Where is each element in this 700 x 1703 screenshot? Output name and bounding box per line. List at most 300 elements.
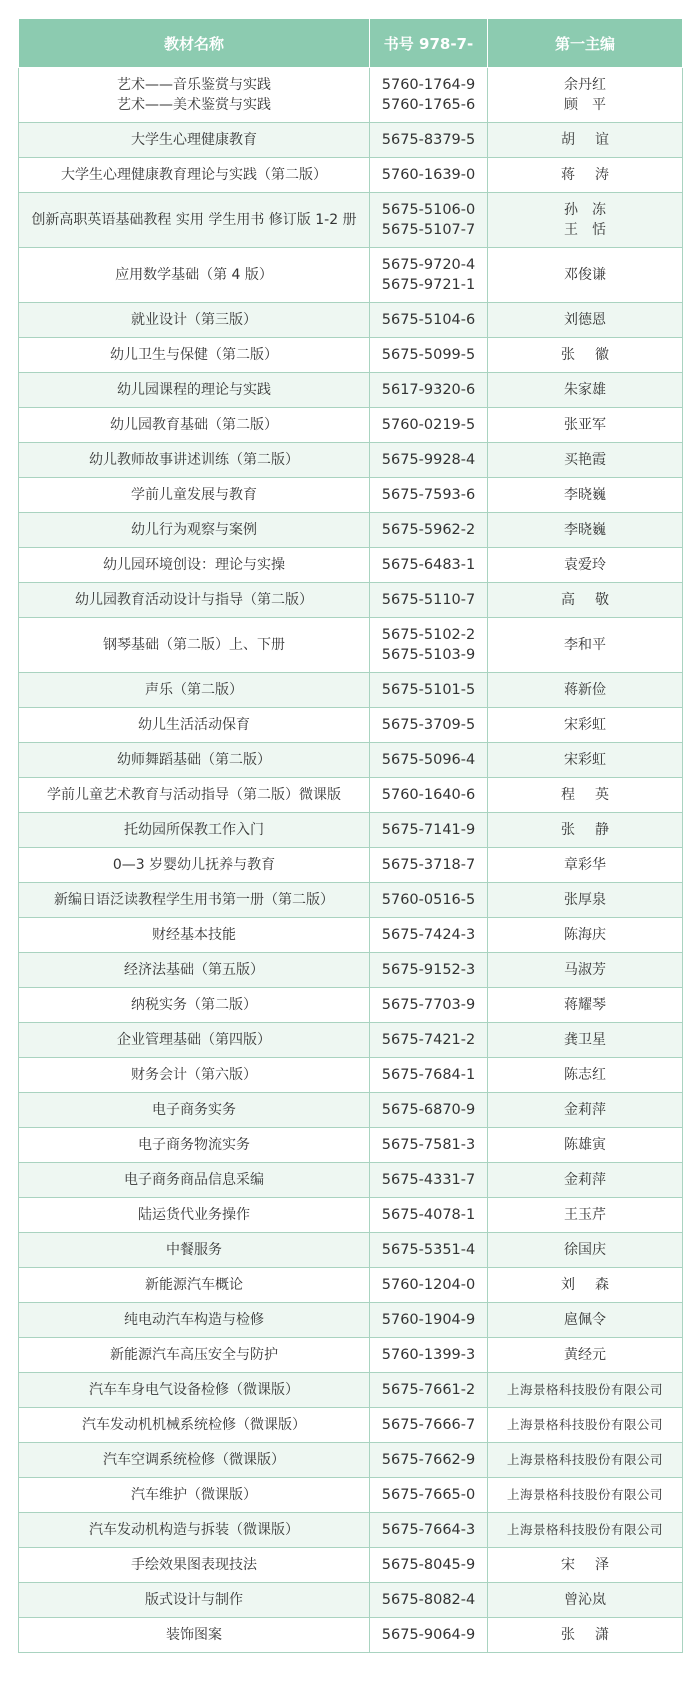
isbn-cell-text: 5675-9928-4: [381, 452, 476, 468]
chief-editor-cell: [488, 123, 683, 158]
chief-editor-cell-text: 上海景格科技股份有限公司: [506, 1382, 663, 1397]
textbook-name-cell: [19, 988, 370, 1023]
chief-editor-cell: [488, 68, 683, 123]
chief-editor-cell-text: 张潇: [561, 1627, 629, 1643]
textbook-name-cell-text: 新能源汽车概论: [145, 1277, 243, 1293]
textbook-name-cell: [19, 1618, 370, 1653]
isbn-cell: [370, 778, 488, 813]
table-row: [19, 1268, 683, 1303]
isbn-cell-text: 5760-1204-0: [381, 1277, 476, 1293]
textbook-name-cell: [19, 918, 370, 953]
table-row: [19, 1198, 683, 1233]
chief-editor-cell: [488, 1268, 683, 1303]
chief-editor-cell: [488, 988, 683, 1023]
isbn-cell-text: 5675-5102-2: [381, 627, 476, 643]
chief-editor-cell: [488, 513, 683, 548]
table-row: [19, 478, 683, 513]
isbn-cell: [370, 1408, 488, 1443]
isbn-cell: [370, 513, 488, 548]
chief-editor-cell: [488, 583, 683, 618]
textbook-name-cell-text: 就业设计（第三版）: [131, 312, 257, 328]
textbook-table: [18, 18, 683, 1653]
isbn-cell: [370, 1023, 488, 1058]
isbn-cell: [370, 1058, 488, 1093]
textbook-name-cell: [19, 443, 370, 478]
table-row: [19, 513, 683, 548]
chief-editor-cell-text: 张亚军: [564, 417, 606, 433]
table-row: [19, 1233, 683, 1268]
table-row: [19, 338, 683, 373]
chief-editor-cell: [488, 248, 683, 303]
textbook-name-cell-text: 0—3 岁婴幼儿抚养与教育: [112, 857, 276, 873]
table-row: [19, 1618, 683, 1653]
chief-editor-cell-text: 宋彩虹: [564, 717, 606, 733]
textbook-name-cell: [19, 708, 370, 743]
chief-editor-cell-text: 扈佩令: [564, 1312, 606, 1328]
isbn-cell-text: 5760-1764-9: [381, 77, 476, 93]
isbn-cell: [370, 443, 488, 478]
table-row: [19, 158, 683, 193]
isbn-cell: [370, 303, 488, 338]
chief-editor-cell: [488, 673, 683, 708]
chief-editor-cell-text: 李晓巍: [564, 522, 606, 538]
isbn-cell-text: 5675-5103-9: [381, 647, 476, 663]
isbn-cell-text: 5675-9721-1: [381, 277, 476, 293]
chief-editor-cell-text: 上海景格科技股份有限公司: [506, 1522, 663, 1537]
isbn-cell-text: 5675-9152-3: [381, 962, 476, 978]
chief-editor-cell: [488, 1618, 683, 1653]
chief-editor-cell: [488, 1408, 683, 1443]
chief-editor-cell-text: 蒋耀琴: [564, 997, 606, 1013]
textbook-name-cell: [19, 1093, 370, 1128]
textbook-name-cell: [19, 303, 370, 338]
table-row: [19, 848, 683, 883]
chief-editor-cell: [488, 848, 683, 883]
chief-editor-cell: [488, 1583, 683, 1618]
textbook-name-cell-text: 幼儿卫生与保健（第二版）: [110, 347, 278, 363]
isbn-cell-text: 5675-3718-7: [381, 857, 476, 873]
chief-editor-cell-text: 上海景格科技股份有限公司: [506, 1452, 663, 1467]
chief-editor-cell-text: 上海景格科技股份有限公司: [506, 1487, 663, 1502]
table-row: [19, 1548, 683, 1583]
table-row: [19, 1058, 683, 1093]
chief-editor-cell-text: 朱家雄: [564, 382, 606, 398]
isbn-cell: [370, 1478, 488, 1513]
isbn-cell: [370, 988, 488, 1023]
isbn-cell-text: 5675-7664-3: [381, 1522, 476, 1538]
isbn-cell-text: 5760-1639-0: [381, 167, 476, 183]
isbn-cell-text: 5760-1765-6: [381, 97, 476, 113]
textbook-name-cell: [19, 1548, 370, 1583]
chief-editor-cell: [488, 1233, 683, 1268]
textbook-name-cell: [19, 1478, 370, 1513]
textbook-name-cell-text: 装饰图案: [166, 1627, 222, 1643]
table-row: [19, 1303, 683, 1338]
textbook-name-cell-text: 中餐服务: [166, 1242, 222, 1258]
chief-editor-cell: [488, 1023, 683, 1058]
textbook-name-cell: [19, 1233, 370, 1268]
chief-editor-cell-text: 陈志红: [564, 1067, 606, 1083]
textbook-name-cell-text: 汽车车身电气设备检修（微课版）: [89, 1382, 299, 1398]
chief-editor-cell: [488, 813, 683, 848]
isbn-cell: [370, 1373, 488, 1408]
isbn-cell-text: 5675-7421-2: [381, 1032, 476, 1048]
textbook-name-cell-text: 艺术——音乐鉴赏与实践: [117, 77, 271, 93]
isbn-cell: [370, 248, 488, 303]
textbook-name-cell: [19, 1163, 370, 1198]
textbook-name-cell-text: 财务会计（第六版）: [131, 1067, 257, 1083]
chief-editor-cell: [488, 303, 683, 338]
textbook-name-cell: [19, 68, 370, 123]
textbook-name-cell-text: 幼儿生活活动保育: [138, 717, 250, 733]
isbn-cell-text: 5760-1640-6: [381, 787, 476, 803]
textbook-name-cell-text: 幼儿园教育活动设计与指导（第二版）: [75, 592, 313, 608]
isbn-cell-text: 5760-1399-3: [381, 1347, 476, 1363]
isbn-cell-text: 5675-3709-5: [381, 717, 476, 733]
textbook-name-cell-text: 纯电动汽车构造与检修: [124, 1312, 264, 1328]
textbook-name-cell-text: 陆运货代业务操作: [138, 1207, 250, 1223]
isbn-cell-text: 5675-6870-9: [381, 1102, 476, 1118]
table-row: [19, 883, 683, 918]
chief-editor-cell: [488, 953, 683, 988]
textbook-name-cell-text: 版式设计与制作: [145, 1592, 243, 1608]
table-row: [19, 708, 683, 743]
chief-editor-cell-text: 李和平: [564, 637, 606, 653]
isbn-cell: [370, 123, 488, 158]
table-row: [19, 988, 683, 1023]
chief-editor-cell: [488, 778, 683, 813]
textbook-name-cell-text: 电子商务物流实务: [138, 1137, 250, 1153]
textbook-name-cell: [19, 478, 370, 513]
table-row: [19, 743, 683, 778]
isbn-cell-text: 5675-5107-7: [381, 222, 476, 238]
isbn-cell: [370, 708, 488, 743]
chief-editor-cell-text: 宋彩虹: [564, 752, 606, 768]
isbn-cell-text: 5675-5096-4: [381, 752, 476, 768]
table-row: [19, 548, 683, 583]
textbook-name-cell-text: 企业管理基础（第四版）: [117, 1032, 271, 1048]
chief-editor-cell: [488, 1373, 683, 1408]
chief-editor-cell-text: 蒋涛: [561, 167, 629, 183]
isbn-cell: [370, 1303, 488, 1338]
table-row: [19, 1023, 683, 1058]
isbn-cell: [370, 813, 488, 848]
chief-editor-cell: [488, 1128, 683, 1163]
textbook-name-cell-text: 学前儿童发展与教育: [131, 487, 257, 503]
isbn-cell: [370, 1163, 488, 1198]
table-row: [19, 193, 683, 248]
textbook-name-cell: [19, 338, 370, 373]
textbook-name-cell: [19, 548, 370, 583]
isbn-cell-text: 5675-5962-2: [381, 522, 476, 538]
table-header: [19, 19, 683, 68]
isbn-cell-text: 5617-9320-6: [381, 382, 476, 398]
textbook-name-cell-text: 学前儿童艺术教育与活动指导（第二版）微课版: [47, 787, 341, 803]
isbn-cell: [370, 883, 488, 918]
textbook-name-cell: [19, 1583, 370, 1618]
chief-editor-cell-text: 顾 平: [564, 97, 606, 113]
chief-editor-cell: [488, 1443, 683, 1478]
table-row: [19, 1443, 683, 1478]
textbook-name-cell: [19, 193, 370, 248]
chief-editor-cell-text: 买艳霞: [564, 452, 606, 468]
textbook-name-cell-text: 财经基本技能: [152, 927, 236, 943]
table-row: [19, 583, 683, 618]
isbn-cell-text: 5675-7665-0: [381, 1487, 476, 1503]
textbook-name-cell: [19, 1058, 370, 1093]
chief-editor-cell: [488, 478, 683, 513]
textbook-name-cell: [19, 618, 370, 673]
isbn-cell-text: 5675-8082-4: [381, 1592, 476, 1608]
table-row: [19, 373, 683, 408]
isbn-cell: [370, 743, 488, 778]
textbook-name-cell: [19, 583, 370, 618]
textbook-name-cell-text: 幼儿行为观察与案例: [131, 522, 257, 538]
isbn-cell: [370, 1513, 488, 1548]
isbn-cell: [370, 673, 488, 708]
isbn-cell-text: 5675-5106-0: [381, 202, 476, 218]
textbook-name-cell-text: 艺术——美术鉴赏与实践: [117, 97, 271, 113]
textbook-name-cell-text: 幼儿园课程的理论与实践: [117, 382, 271, 398]
textbook-name-cell-text: 大学生心理健康教育理论与实践（第二版）: [61, 167, 327, 183]
chief-editor-cell: [488, 918, 683, 953]
chief-editor-cell-text: 徐国庆: [564, 1242, 606, 1258]
chief-editor-cell-text: 李晓巍: [564, 487, 606, 503]
chief-editor-cell: [488, 1163, 683, 1198]
chief-editor-cell: [488, 158, 683, 193]
chief-editor-cell: [488, 1093, 683, 1128]
textbook-name-cell: [19, 1303, 370, 1338]
isbn-cell-text: 5675-9720-4: [381, 257, 476, 273]
textbook-name-cell-text: 汽车发动机机械系统检修（微课版）: [82, 1417, 306, 1433]
chief-editor-cell-text: 程英: [561, 787, 629, 803]
isbn-cell-text: 5675-5099-5: [381, 347, 476, 363]
textbook-name-cell: [19, 1408, 370, 1443]
textbook-name-cell-text: 手绘效果图表现技法: [131, 1557, 257, 1573]
chief-editor-cell: [488, 618, 683, 673]
textbook-name-cell: [19, 1128, 370, 1163]
header-isbn: 书号 978-7-: [370, 19, 488, 68]
chief-editor-cell-text: 龚卫星: [564, 1032, 606, 1048]
chief-editor-cell: [488, 1548, 683, 1583]
header-row: [19, 19, 683, 68]
isbn-cell-text: 5675-7581-3: [381, 1137, 476, 1153]
isbn-cell: [370, 918, 488, 953]
chief-editor-cell-text: 袁爱玲: [564, 557, 606, 573]
textbook-name-cell-text: 钢琴基础（第二版）上、下册: [103, 637, 285, 653]
textbook-name-cell: [19, 1338, 370, 1373]
table-row: [19, 813, 683, 848]
chief-editor-cell: [488, 443, 683, 478]
textbook-name-cell-text: 幼师舞蹈基础（第二版）: [117, 752, 271, 768]
table-row: [19, 248, 683, 303]
textbook-name-cell: [19, 743, 370, 778]
chief-editor-cell: [488, 743, 683, 778]
isbn-cell-text: 5675-8379-5: [381, 132, 476, 148]
chief-editor-cell: [488, 1198, 683, 1233]
chief-editor-cell-text: 金莉萍: [564, 1102, 606, 1118]
isbn-cell: [370, 1443, 488, 1478]
chief-editor-cell-text: 胡谊: [561, 132, 629, 148]
isbn-cell: [370, 1338, 488, 1373]
textbook-name-cell: [19, 1268, 370, 1303]
textbook-name-cell: [19, 158, 370, 193]
isbn-cell-text: 5675-6483-1: [381, 557, 476, 573]
chief-editor-cell-text: 马淑芳: [564, 962, 606, 978]
header-textbook-name: 教材名称: [19, 19, 370, 68]
table-row: [19, 68, 683, 123]
textbook-name-cell: [19, 123, 370, 158]
chief-editor-cell-text: 王 恬: [564, 222, 606, 238]
isbn-cell: [370, 583, 488, 618]
isbn-cell-text: 5675-5101-5: [381, 682, 476, 698]
chief-editor-cell: [488, 193, 683, 248]
isbn-cell-text: 5675-4331-7: [381, 1172, 476, 1188]
isbn-cell-text: 5760-0516-5: [381, 892, 476, 908]
table-row: [19, 1478, 683, 1513]
chief-editor-cell: [488, 1513, 683, 1548]
chief-editor-cell: [488, 408, 683, 443]
isbn-cell-text: 5675-7424-3: [381, 927, 476, 943]
isbn-cell: [370, 1583, 488, 1618]
textbook-name-cell-text: 电子商务实务: [152, 1102, 236, 1118]
isbn-cell: [370, 158, 488, 193]
table-row: [19, 1128, 683, 1163]
isbn-cell: [370, 1128, 488, 1163]
chief-editor-cell-text: 余丹红: [564, 77, 606, 93]
table-row: [19, 1093, 683, 1128]
isbn-cell: [370, 1618, 488, 1653]
textbook-name-cell: [19, 1513, 370, 1548]
textbook-name-cell-text: 创新高职英语基础教程 实用 学生用书 修订版 1-2 册: [31, 212, 357, 228]
isbn-cell: [370, 408, 488, 443]
textbook-name-cell-text: 幼儿园环境创设：理论与实操: [103, 557, 285, 573]
textbook-name-cell: [19, 813, 370, 848]
chief-editor-cell-text: 王玉芹: [564, 1207, 606, 1223]
textbook-table-container: [18, 18, 682, 1653]
chief-editor-cell-text: 陈海庆: [564, 927, 606, 943]
chief-editor-cell-text: 黄经元: [564, 1347, 606, 1363]
textbook-name-cell: [19, 1023, 370, 1058]
chief-editor-cell-text: 孙 冻: [564, 202, 606, 218]
isbn-cell-text: 5675-7662-9: [381, 1452, 476, 1468]
isbn-cell-text: 5675-5351-4: [381, 1242, 476, 1258]
chief-editor-cell-text: 刘德恩: [564, 312, 606, 328]
table-row: [19, 1583, 683, 1618]
chief-editor-cell-text: 高敬: [561, 592, 629, 608]
chief-editor-cell: [488, 883, 683, 918]
chief-editor-cell-text: 张静: [561, 822, 629, 838]
isbn-cell: [370, 548, 488, 583]
chief-editor-cell: [488, 708, 683, 743]
textbook-name-cell-text: 新编日语泛读教程学生用书第一册（第二版）: [54, 892, 334, 908]
table-row: [19, 953, 683, 988]
textbook-name-cell: [19, 883, 370, 918]
table-row: [19, 1373, 683, 1408]
table-row: [19, 1338, 683, 1373]
isbn-cell-text: 5760-0219-5: [381, 417, 476, 433]
table-row: [19, 443, 683, 478]
isbn-cell: [370, 953, 488, 988]
textbook-name-cell-text: 电子商务商品信息采编: [124, 1172, 264, 1188]
isbn-cell-text: 5675-4078-1: [381, 1207, 476, 1223]
textbook-name-cell: [19, 513, 370, 548]
isbn-cell: [370, 618, 488, 673]
isbn-cell-text: 5675-7684-1: [381, 1067, 476, 1083]
textbook-name-cell-text: 托幼园所保教工作入门: [124, 822, 264, 838]
chief-editor-cell-text: 上海景格科技股份有限公司: [506, 1417, 663, 1432]
table-row: [19, 618, 683, 673]
isbn-cell-text: 5675-8045-9: [381, 1557, 476, 1573]
textbook-name-cell: [19, 373, 370, 408]
chief-editor-cell-text: 邓俊谦: [564, 267, 606, 283]
textbook-name-cell: [19, 1443, 370, 1478]
table-row: [19, 408, 683, 443]
isbn-cell-text: 5760-1904-9: [381, 1312, 476, 1328]
isbn-cell-text: 5675-5104-6: [381, 312, 476, 328]
isbn-cell-text: 5675-7593-6: [381, 487, 476, 503]
table-row: [19, 1408, 683, 1443]
isbn-cell-text: 5675-5110-7: [381, 592, 476, 608]
textbook-name-cell-text: 汽车维护（微课版）: [131, 1487, 257, 1503]
textbook-name-cell-text: 纳税实务（第二版）: [131, 997, 257, 1013]
table-row: [19, 1163, 683, 1198]
chief-editor-cell: [488, 1338, 683, 1373]
textbook-name-cell: [19, 673, 370, 708]
table-row: [19, 673, 683, 708]
isbn-cell: [370, 1268, 488, 1303]
chief-editor-cell-text: 宋泽: [561, 1557, 629, 1573]
isbn-cell: [370, 1198, 488, 1233]
isbn-cell: [370, 338, 488, 373]
chief-editor-cell-text: 金莉萍: [564, 1172, 606, 1188]
chief-editor-cell-text: 刘森: [561, 1277, 629, 1293]
table-row: [19, 123, 683, 158]
textbook-name-cell: [19, 248, 370, 303]
textbook-name-cell-text: 经济法基础（第五版）: [124, 962, 264, 978]
header-chief-editor: 第一主编: [488, 19, 683, 68]
chief-editor-cell-text: 张徽: [561, 347, 629, 363]
textbook-name-cell-text: 幼儿园教育基础（第二版）: [110, 417, 278, 433]
textbook-name-cell: [19, 408, 370, 443]
isbn-cell-text: 5675-7666-7: [381, 1417, 476, 1433]
textbook-name-cell: [19, 848, 370, 883]
textbook-name-cell-text: 汽车空调系统检修（微课版）: [103, 1452, 285, 1468]
isbn-cell-text: 5675-7141-9: [381, 822, 476, 838]
isbn-cell-text: 5675-7661-2: [381, 1382, 476, 1398]
chief-editor-cell-text: 陈雄寅: [564, 1137, 606, 1153]
isbn-cell: [370, 478, 488, 513]
isbn-cell: [370, 1548, 488, 1583]
isbn-cell-text: 5675-9064-9: [381, 1627, 476, 1643]
textbook-name-cell: [19, 1373, 370, 1408]
table-row: [19, 1513, 683, 1548]
chief-editor-cell: [488, 1303, 683, 1338]
isbn-cell: [370, 848, 488, 883]
chief-editor-cell-text: 张厚泉: [564, 892, 606, 908]
table-row: [19, 303, 683, 338]
isbn-cell: [370, 68, 488, 123]
chief-editor-cell: [488, 338, 683, 373]
isbn-cell-text: 5675-7703-9: [381, 997, 476, 1013]
chief-editor-cell-text: 蒋新俭: [564, 682, 606, 698]
isbn-cell: [370, 1233, 488, 1268]
textbook-name-cell-text: 汽车发动机构造与拆装（微课版）: [89, 1522, 299, 1538]
chief-editor-cell: [488, 373, 683, 408]
table-row: [19, 918, 683, 953]
chief-editor-cell: [488, 1058, 683, 1093]
textbook-name-cell: [19, 953, 370, 988]
